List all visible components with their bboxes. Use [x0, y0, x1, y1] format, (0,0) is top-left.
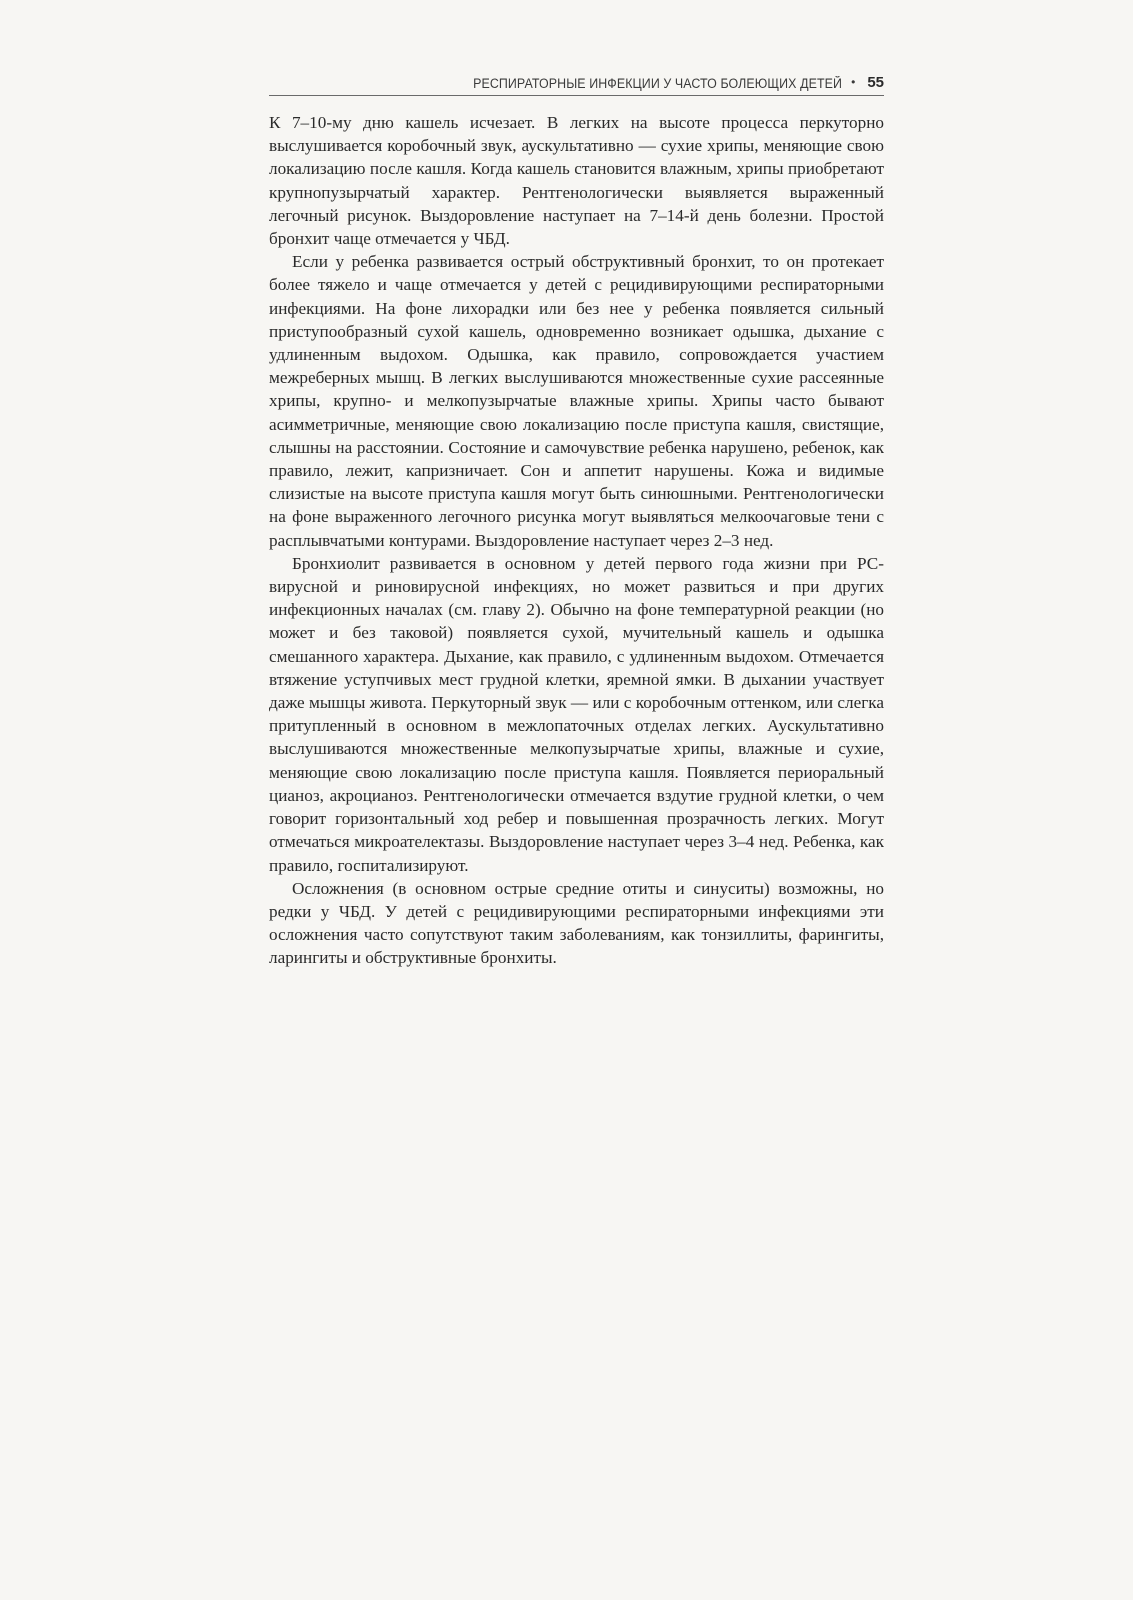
- running-title: РЕСПИРАТОРНЫЕ ИНФЕКЦИИ У ЧАСТО БОЛЕЮЩИХ ДЕТЕЙ: [473, 76, 843, 91]
- page-number: 55: [867, 74, 884, 91]
- main-text: [269, 111, 884, 970]
- paragraph-1: К 7–10-му дню кашель исчезает. В легких на высоте процесса перкуторно выслушивается коробочный звук, аускультативно — сухие хрипы, меняющие свою локализацию после кашля. Когда кашель становится влажным, хрипы приобретают крупнопузырчатый характер. Рентгенологически выявляется выраженный легочный рисунок. Выздоровление наступает на 7–14-й день болезни. Простой бронхит чаще отмечается у ЧБД.: [269, 113, 884, 249]
- paragraph-2: Если у ребенка развивается острый обструктивный бронхит, то он протекает более тяжело и чаще отмечается у детей с рецидивирующими респираторными инфекциями. На фоне лихорадки или без нее у ребенка появляется сильный приступообразный сухой кашель, одновременно возникает одышка, дыхание с удлиненным выдохом. Одышка, как правило, сопровождается участием межреберных мышц. В легких выслушиваются множественные сухие рассеянные хрипы, крупно- и мелкопузырчатые влажные хрипы. Хрипы часто бывают асимметричные, меняющие свою локализацию после приступа кашля, свистящие, слышны на расстоянии. Состояние и самочувствие ребенка нарушено, ребенок, как правило, лежит, капризничает. Сон и аппетит нарушены. Кожа и видимые слизистые на высоте приступа кашля могут быть синюшными. Рентгенологически на фоне выраженного легочного рисунка могут выявляться мелкоочаговые тени с расплывчатыми контурами. Выздоровление наступает через 2–3 нед.: [269, 252, 884, 550]
- page-header: [269, 70, 884, 96]
- bullet-separator: •: [851, 75, 856, 89]
- paragraph-3: Бронхиолит развивается в основном у детей первого года жизни при РС-вирусной и риновирусной инфекциях, но может развиться и при других инфекционных началах (см. главу 2). Обычно на фоне температурной реакции (но может и без таковой) появляется сухой, мучительный кашель и одышка смешанного характера. Дыхание, как правило, с удлиненным выдохом. Отмечается втяжение уступчивых мест грудной клетки, яремной ямки. В дыхании участвует даже мышцы живота. Перкуторный звук — или с коробочным оттенком, или слегка притупленный в основном в межлопаточных отделах легких. Аускультативно выслушиваются множественные мелкопузырчатые хрипы, влажные и сухие, меняющие свою локализацию после приступа кашля. Появляется периоральный цианоз, акроцианоз. Рентгенологически отмечается вздутие грудной клетки, о чем говорит горизонтальный ход ребер и повышенная прозрачность легких. Могут отмечаться микроателектазы. Выздоровление наступает через 3–4 нед. Ребенка, как правило, госпитализируют.: [269, 553, 884, 875]
- paragraph-4: Осложнения (в основном острые средние отиты и синуситы) возможны, но редки у ЧБД. У детей с рецидивирующими респираторными инфекциями эти осложнения часто сопутствуют таким заболеваниям, как тонзиллиты, фарингиты, ларингиты и обструктивные бронхиты.: [269, 878, 884, 968]
